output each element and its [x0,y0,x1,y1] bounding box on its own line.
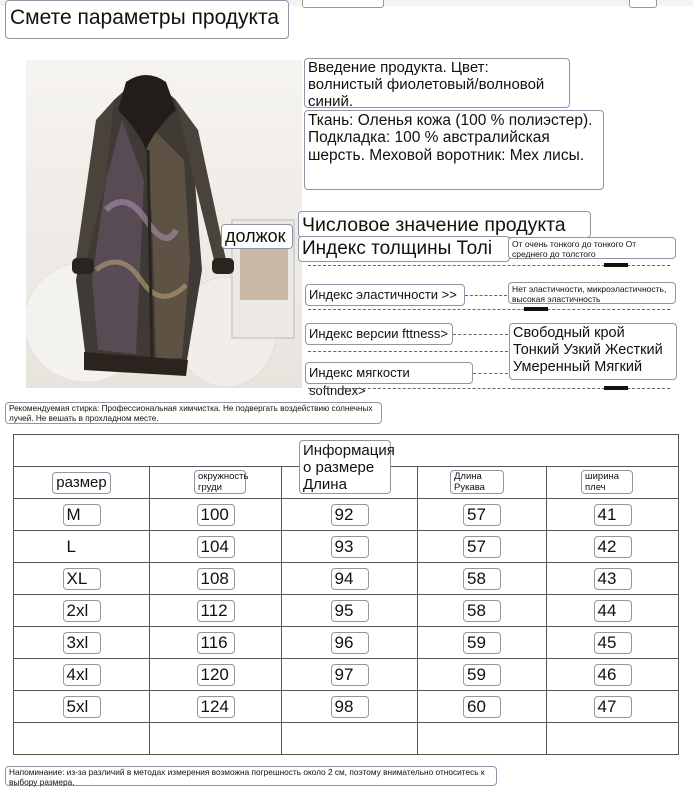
reminder-note: Напоминание: из-за различий в методах измерения возможна погрешность около 2 см, поэтому внимательно относитесь к выбору размера. [5,766,497,786]
fit-index-label: Индекс версии fttness> [305,323,453,345]
chest-cell: 120 [197,664,235,686]
sleeve-cell: 58 [463,568,501,590]
shoulder-cell: 42 [594,536,632,558]
shoulder-cell: 46 [594,664,632,686]
chest-cell: 104 [197,536,235,558]
sleeve-cell: 59 [463,632,501,654]
chest-cell: 100 [197,504,235,526]
length-cell: 94 [331,568,369,590]
shoulder-cell: 41 [594,504,632,526]
size-cell: 5xl [63,696,101,718]
size-cell: L [63,536,101,558]
product-intro-fabric: Ткань: Оленья кожа (100 % полиэстер). Подкладка: 100 % австралийская шерсть. Меховой воротник: Мех лисы. [304,110,604,190]
header-size: размер [52,472,110,494]
table-row-empty [14,723,679,755]
fit-dashed-line [453,334,508,335]
elasticity-dashed-line [465,295,507,296]
chest-cell: 112 [197,600,235,622]
page-title: Смете параметры продукта [5,0,289,39]
table-row [14,659,679,691]
sleeve-cell: 59 [463,664,501,686]
product-intro-color: Введение продукта. Цвет: волнистый фиолетовый/волновой синий. [304,58,570,108]
chest-cell: 124 [197,696,235,718]
table-row [14,563,679,595]
length-cell: 96 [331,632,369,654]
elasticity-scale: Нет эластичности, микроэластичность, высокая эластичность [508,282,676,304]
photo-label: должок [221,224,293,249]
elasticity-dashed-line-2 [308,309,670,310]
table-row [14,691,679,723]
table-row [14,499,679,531]
chest-cell: 116 [197,632,235,654]
size-cell: 4xl [63,664,101,686]
header-sleeve-length: Длина Рукава [450,470,504,494]
elasticity-marker [524,307,548,311]
table-row [14,627,679,659]
numeric-title: Числовое значение продукта [298,211,591,238]
thickness-index-label: Индекс толщины Толі [298,236,510,262]
softness-marker [604,386,628,390]
size-cell: 2xl [63,600,101,622]
thickness-scale: От очень тонкого до тонкого От среднего до толстого [508,237,676,259]
top-button[interactable] [302,0,384,8]
fit-dashed-line-2 [308,351,508,352]
length-cell: 98 [331,696,369,718]
shoulder-cell: 45 [594,632,632,654]
fit-scale: Свободный крой Тонкий Узкий Жесткий Умеренный Мягкий [509,323,677,380]
elasticity-index-label: Индекс эластичности >> [305,284,465,306]
header-shoulder-width: ширина плеч [581,470,633,494]
size-cell: XL [63,568,101,590]
sleeve-cell: 57 [463,536,501,558]
top-icon-button[interactable] [629,0,657,8]
shoulder-cell: 44 [594,600,632,622]
header-chest: окружность груди [194,470,246,494]
softness-index-label: Индекс мягкости softndex> [305,362,473,384]
length-cell: 97 [331,664,369,686]
chest-cell: 108 [197,568,235,590]
sleeve-cell: 60 [463,696,501,718]
table-row [14,595,679,627]
table-row [14,531,679,563]
size-cell: 3xl [63,632,101,654]
length-cell: 92 [331,504,369,526]
thickness-marker [604,263,628,267]
length-cell: 95 [331,600,369,622]
softness-dashed-line [473,373,508,374]
length-cell: 93 [331,536,369,558]
size-cell: M [63,504,101,526]
care-instructions: Рекомендуемая стирка: Профессиональная химчистка. Не подвергать воздействию солнечных лучей. Не вешать в прохладном месте. [5,402,382,424]
shoulder-cell: 43 [594,568,632,590]
sleeve-cell: 58 [463,600,501,622]
shoulder-cell: 47 [594,696,632,718]
sleeve-cell: 57 [463,504,501,526]
size-table-title: Информация о размере Длина [299,440,391,494]
